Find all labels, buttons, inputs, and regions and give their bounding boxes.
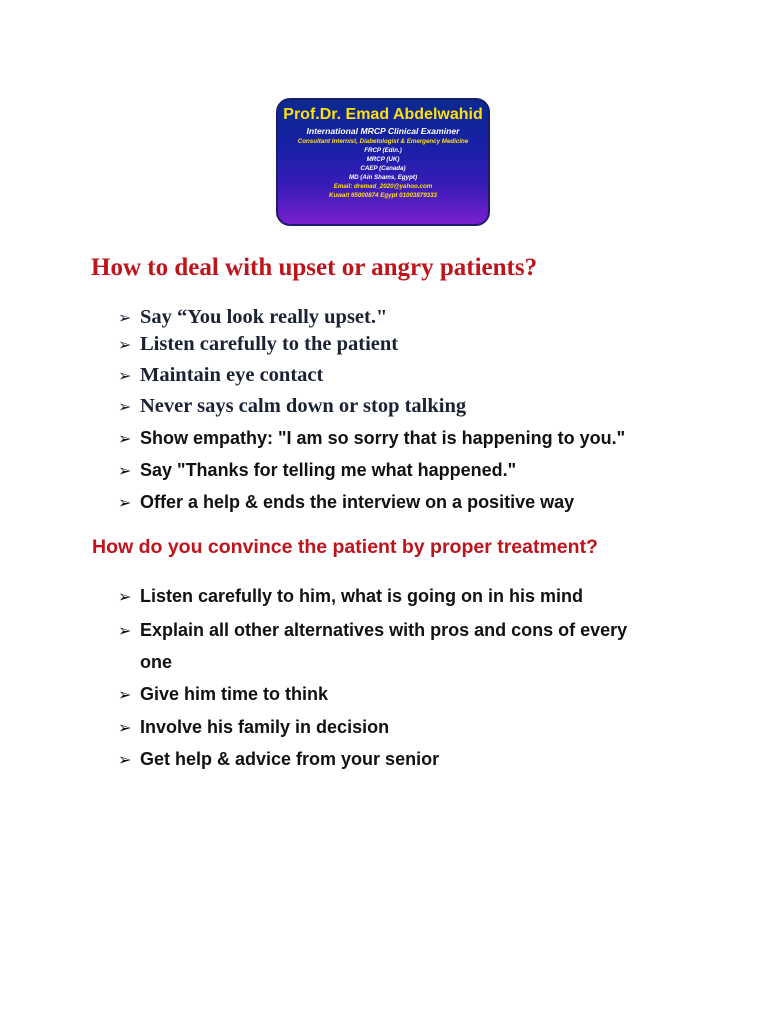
arrow-bullet-icon: ➢ xyxy=(118,461,132,480)
badge-qualification: CAEP (Canada) xyxy=(360,165,406,172)
arrow-bullet-icon: ➢ xyxy=(118,308,132,327)
list-item: ➢ Listen carefully to him, what is going on in his mind xyxy=(118,586,584,606)
badge-email: Email: dremad_2020@yahoo.com xyxy=(333,183,433,190)
badge-name: Prof.Dr. Emad Abdelwahid xyxy=(283,106,483,123)
arrow-bullet-icon: ➢ xyxy=(118,335,132,354)
list-item: ➢ Listen carefully to the patient xyxy=(118,333,399,355)
list-item: ➢ Give him time to think xyxy=(118,684,329,704)
badge-qualification: MRCP (UK) xyxy=(366,156,400,163)
list-item: ➢ Offer a help & ends the interview on a positive way xyxy=(118,492,575,512)
list-item: ➢ Say "Thanks for telling me what happened." xyxy=(118,460,517,480)
arrow-bullet-icon: ➢ xyxy=(118,366,132,385)
arrow-bullet-icon: ➢ xyxy=(118,685,132,704)
arrow-bullet-icon: ➢ xyxy=(118,429,132,448)
list-item: ➢ Involve his family in decision xyxy=(118,717,390,737)
section2-heading: How do you convince the patient by proper treatment? xyxy=(92,536,598,558)
list-item: ➢ Explain all other alternatives with pros and cons of every xyxy=(118,620,628,640)
arrow-bullet-icon: ➢ xyxy=(118,587,132,606)
list-item: ➢ Never says calm down or stop talking xyxy=(118,395,467,417)
list-item: ➢ Get help & advice from your senior xyxy=(118,749,440,769)
badge-qualification: FRCP (Edin.) xyxy=(364,147,402,154)
list-item-continuation: one xyxy=(140,652,173,672)
arrow-bullet-icon: ➢ xyxy=(118,397,132,416)
arrow-bullet-icon: ➢ xyxy=(118,718,132,737)
author-badge xyxy=(276,98,490,226)
section1-heading: How to deal with upset or angry patients? xyxy=(91,254,538,281)
list-item: ➢ Say “You look really upset." xyxy=(118,306,388,328)
badge-qualification: MD (Ain Shams, Egypt) xyxy=(348,174,418,181)
arrow-bullet-icon: ➢ xyxy=(118,750,132,769)
arrow-bullet-icon: ➢ xyxy=(118,493,132,512)
list-item: ➢ Show empathy: "I am so sorry that is happening to you." xyxy=(118,428,626,448)
badge-phones: Kuwait 65000874 Egypt 01003879333 xyxy=(328,192,437,199)
list-item: ➢ Maintain eye contact xyxy=(118,364,324,386)
badge-title: International MRCP Clinical Examiner xyxy=(306,126,460,136)
badge-specialty: Consultant Internist, Diabetologist & Emergency Medicine xyxy=(297,138,469,145)
arrow-bullet-icon: ➢ xyxy=(118,621,132,640)
